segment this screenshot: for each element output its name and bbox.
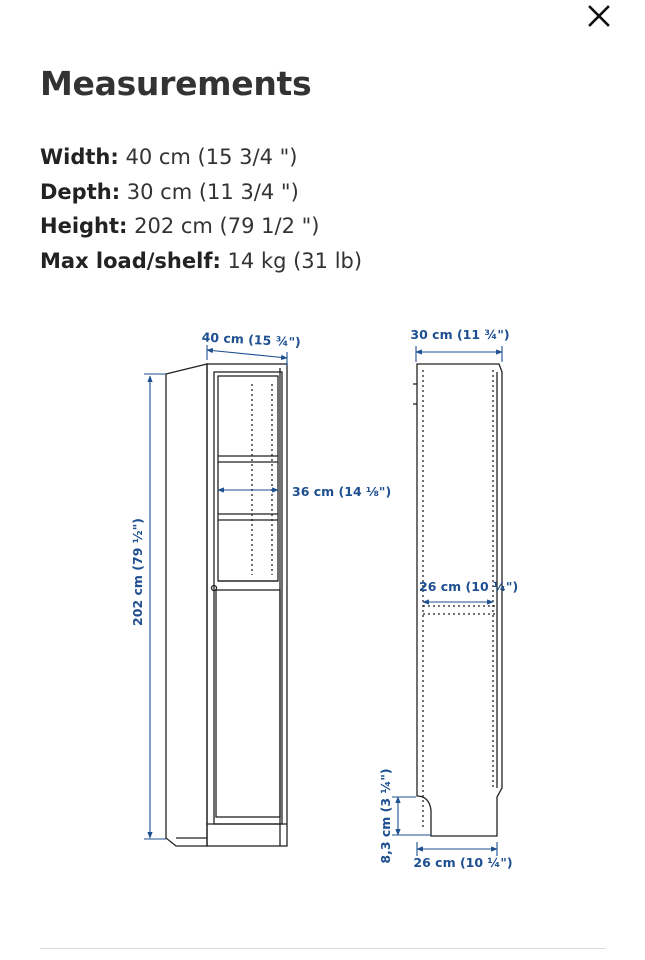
dimension-lines bbox=[144, 345, 502, 856]
width-dimension-label: 40 cm (15 ¾") bbox=[201, 329, 302, 350]
spec-width bbox=[40, 140, 362, 175]
spec-value: 202 cm (79 1/2 ") bbox=[134, 214, 320, 238]
bottom-divider bbox=[40, 948, 606, 949]
spec-value: 30 cm (11 3/4 ") bbox=[126, 179, 299, 204]
spec-label: Depth: bbox=[40, 179, 121, 204]
close-icon bbox=[588, 5, 610, 27]
measurement-drawing bbox=[0, 300, 645, 900]
depth-dimension-label: 30 cm (11 ¾") bbox=[410, 327, 510, 342]
spec-label: Width: bbox=[40, 145, 119, 169]
spec-value: 14 kg (31 lb) bbox=[227, 248, 363, 273]
plinth-height-dimension-label: 8,3 cm (3 ¼") bbox=[378, 768, 393, 864]
spec-list bbox=[40, 140, 362, 278]
spec-max-load bbox=[40, 244, 362, 279]
spec-depth bbox=[40, 175, 362, 210]
close-button[interactable] bbox=[581, 0, 617, 32]
spec-label: Max load/shelf: bbox=[40, 248, 221, 273]
side-view bbox=[413, 364, 502, 836]
page-title: Measurements bbox=[40, 64, 312, 103]
base-depth-dimension-label: 26 cm (10 ¼") bbox=[413, 855, 513, 870]
spec-value: 40 cm (15 3/4 ") bbox=[125, 145, 298, 169]
height-dimension-label: 202 cm (79 ½") bbox=[130, 518, 145, 626]
front-view bbox=[166, 364, 287, 846]
inner-depth-dimension-label: 26 cm (10 ¼") bbox=[419, 579, 519, 594]
spec-label: Height: bbox=[40, 214, 128, 238]
inner-width-dimension-label: 36 cm (14 ⅛") bbox=[292, 484, 392, 499]
spec-height bbox=[40, 209, 362, 244]
